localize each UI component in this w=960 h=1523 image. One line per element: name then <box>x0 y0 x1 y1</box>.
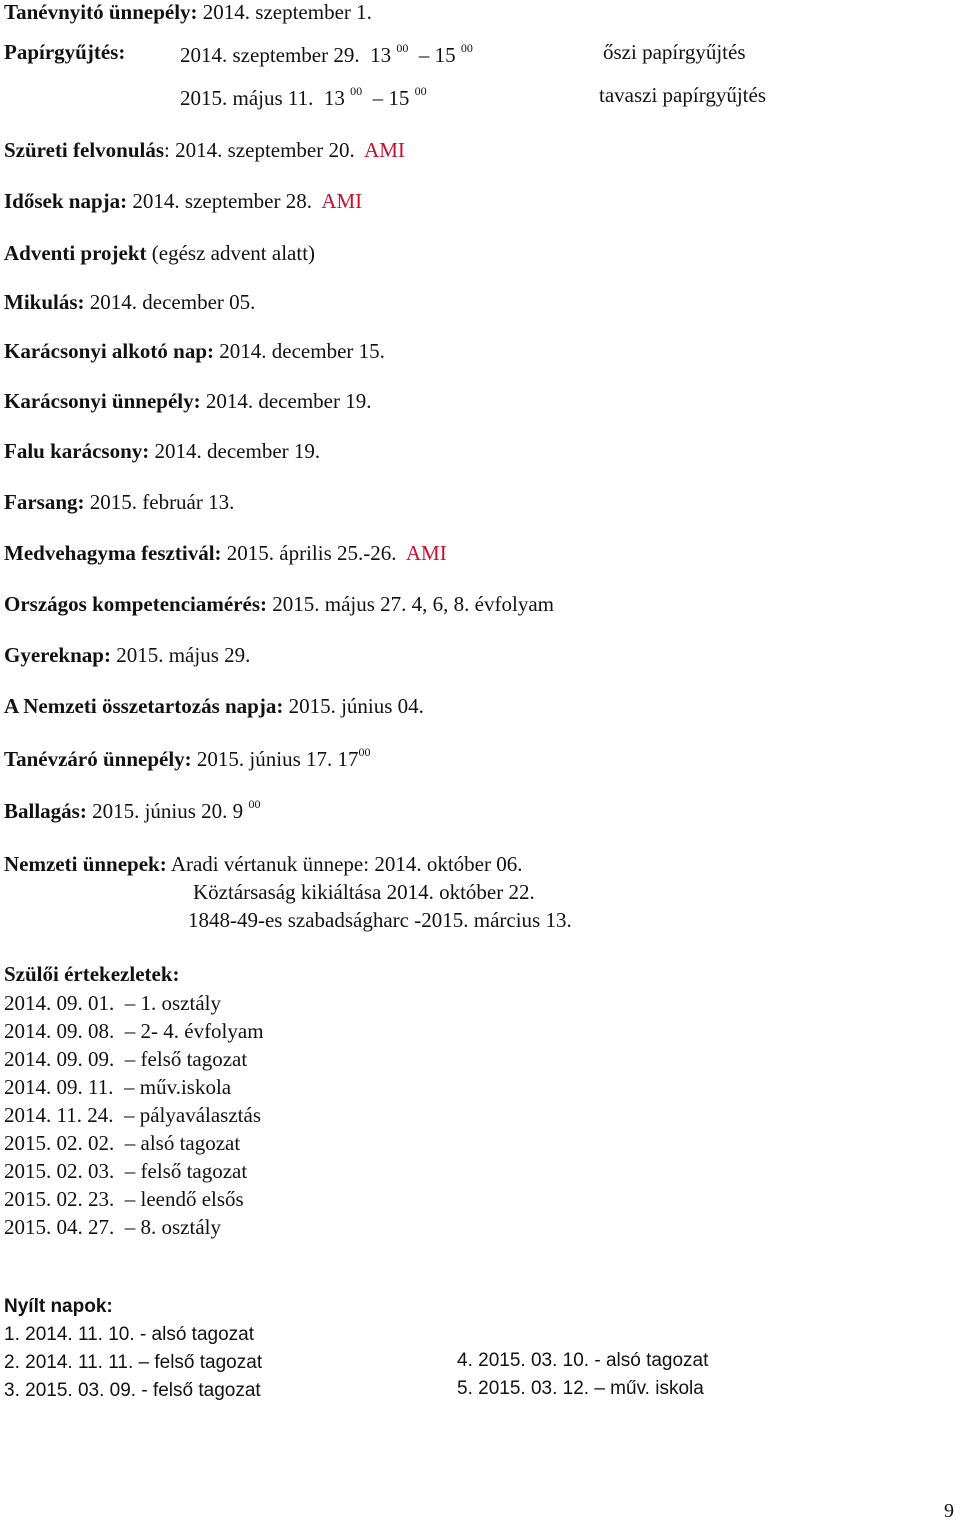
papirgyujtes-label: Papírgyűjtés: <box>4 40 126 64</box>
szuloi-item-date: 2015. 02. 23. <box>4 1187 115 1211</box>
szuloi-item-text: 8. osztály <box>140 1215 221 1239</box>
papirgyujtes-row1-note: őszi papírgyűjtés <box>603 40 746 64</box>
adventi-label: Adventi projekt <box>4 241 147 265</box>
papirgyujtes-row1-dash: – <box>418 43 430 67</box>
papirgyujtes-row2 <box>180 85 427 109</box>
mikulas-value: 2014. december 05. <box>84 290 256 314</box>
szuloi-item <box>4 1021 264 1042</box>
idosek-line <box>4 191 362 212</box>
nyilt-left-2: 3. 2015. 03. 09. - felső tagozat <box>4 1380 261 1401</box>
tanevnyito-line <box>4 2 372 23</box>
nemzeti-unnepek-item-1: Köztársaság kikiáltása 2014. október 22. <box>193 880 535 904</box>
szuloi-item-date: 2014. 09. 08. <box>4 1019 115 1043</box>
adventi-value: (egész advent alatt) <box>146 241 316 265</box>
tanevzaro-value: 2015. június 17. 17 <box>191 747 359 771</box>
szuloi-item-dash: – <box>124 1187 136 1211</box>
szuloi-item <box>4 1105 261 1126</box>
szuloi-item-dash: – <box>124 1047 136 1071</box>
adventi-line <box>4 243 315 264</box>
szuloi-item-date: 2015. 02. 03. <box>4 1159 115 1183</box>
nyilt-right-1: 5. 2015. 03. 12. – műv. iskola <box>457 1378 704 1399</box>
papirgyujtes-row1 <box>180 42 473 66</box>
szureti-ami: AMI <box>364 138 405 162</box>
nemzeti-ossz-value: 2015. június 04. <box>283 694 424 718</box>
szuloi-item-dash: – <box>124 1215 136 1239</box>
medvehagyma-line <box>4 543 447 564</box>
idosek-value: 2014. szeptember 28. <box>127 189 312 213</box>
tanevnyito-value: 2014. szeptember 1. <box>197 0 372 24</box>
falu-label: Falu karácsony: <box>4 439 150 463</box>
szuloi-item-date: 2014. 09. 09. <box>4 1047 115 1071</box>
szuloi-item-text: alsó tagozat <box>140 1131 241 1155</box>
page-number: 9 <box>944 1500 954 1522</box>
szuloi-item-text: 1. osztály <box>140 991 221 1015</box>
papirgyujtes-row1-t2: 15 <box>434 43 456 67</box>
szuloi-item-text: 2- 4. évfolyam <box>140 1019 264 1043</box>
szuloi-item <box>4 1049 247 1070</box>
nyilt-left-1: 2. 2014. 11. 11. – felső tagozat <box>4 1352 263 1373</box>
szuloi-item-text: felső tagozat <box>140 1047 248 1071</box>
tanevnyito-label: Tanévnyitó ünnepély: <box>4 0 198 24</box>
falu-line <box>4 441 320 462</box>
szuloi-label: Szülői értekezletek: <box>4 962 180 986</box>
ballagas-label: Ballagás: <box>4 799 87 823</box>
papirgyujtes-row2-dash: – <box>372 86 384 110</box>
kompetencia-label: Országos kompetenciamérés: <box>4 592 268 616</box>
nemzeti-unnepek-label: Nemzeti ünnepek: <box>4 852 167 876</box>
papirgyujtes-row2-note: tavaszi papírgyűjtés <box>599 83 766 107</box>
szuloi-item-text: felső tagozat <box>140 1159 248 1183</box>
ballagas-sup: 00 <box>248 797 261 811</box>
medvehagyma-value: 2015. április 25.-26. <box>221 541 397 565</box>
farsang-line <box>4 492 234 513</box>
alkoto-label: Karácsonyi alkotó nap: <box>4 339 215 363</box>
medvehagyma-ami: AMI <box>405 541 447 565</box>
szuloi-item-dash: – <box>123 1103 135 1127</box>
szuloi-item-date: 2015. 02. 02. <box>4 1131 115 1155</box>
medvehagyma-label: Medvehagyma fesztivál: <box>4 541 222 565</box>
nyilt-left-0: 1. 2014. 11. 10. - alsó tagozat <box>4 1324 254 1345</box>
szuloi-item-date: 2014. 11. 24. <box>4 1103 114 1127</box>
nemzeti-unnepek-item-2: 1848-49-es szabadságharc -2015. március 13. <box>188 908 572 932</box>
nyilt-label: Nyílt napok: <box>4 1296 113 1317</box>
nemzeti-unnepek-line <box>4 854 522 875</box>
tanevzaro-label: Tanévzáró ünnepély: <box>4 747 192 771</box>
karacsonyi-unnepely-line <box>4 391 371 412</box>
idosek-label: Idősek napja: <box>4 189 128 213</box>
szuloi-item-dash: – <box>124 1159 136 1183</box>
szuloi-item-dash: – <box>124 1131 136 1155</box>
farsang-value: 2015. február 13. <box>84 490 235 514</box>
karacsonyi-unnepely-value: 2014. december 19. <box>200 389 372 413</box>
papirgyujtes-row2-t2: 15 <box>388 86 410 110</box>
kompetencia-value: 2015. május 27. 4, 6, 8. évfolyam <box>267 592 554 616</box>
tanevzaro-sup: 00 <box>358 745 371 759</box>
szuloi-item-date: 2015. 04. 27. <box>4 1215 115 1239</box>
szuloi-item-date: 2014. 09. 11. <box>4 1075 114 1099</box>
ballagas-line <box>4 798 260 822</box>
szuloi-item <box>4 1133 240 1154</box>
szuloi-item-dash: – <box>124 991 136 1015</box>
falu-value: 2014. december 19. <box>149 439 321 463</box>
tanevzaro-line <box>4 746 371 770</box>
nemzeti-unnepek-item-0: Aradi vértanuk ünnepe: 2014. október 06. <box>166 852 523 876</box>
szuloi-item-date: 2014. 09. 01. <box>4 991 115 1015</box>
papirgyujtes-row1-t1: 13 <box>370 43 392 67</box>
szuloi-item <box>4 1077 231 1098</box>
szuloi-item <box>4 993 221 1014</box>
gyereknap-line <box>4 645 250 666</box>
nemzeti-ossz-line <box>4 696 424 717</box>
szuloi-item-dash: – <box>123 1075 135 1099</box>
szuloi-item-text: pályaválasztás <box>139 1103 262 1127</box>
farsang-label: Farsang: <box>4 490 85 514</box>
papirgyujtes-row1-s2: 00 <box>460 41 473 55</box>
szuloi-item <box>4 1161 247 1182</box>
szureti-line <box>4 140 405 161</box>
nyilt-right-0: 4. 2015. 03. 10. - alsó tagozat <box>457 1350 709 1371</box>
nemzeti-ossz-label: A Nemzeti összetartozás napja: <box>4 694 284 718</box>
papirgyujtes-row1-s1: 00 <box>396 41 409 55</box>
alkoto-value: 2014. december 15. <box>214 339 385 363</box>
gyereknap-value: 2015. május 29. <box>110 643 251 667</box>
szureti-label: Szüreti felvonulás <box>4 138 165 162</box>
papirgyujtes-row1-date: 2014. szeptember 29. <box>180 43 360 67</box>
alkoto-line <box>4 341 385 362</box>
kompetencia-line <box>4 594 554 615</box>
mikulas-line <box>4 292 255 313</box>
szuloi-item-dash: – <box>124 1019 136 1043</box>
szuloi-item <box>4 1189 244 1210</box>
gyereknap-label: Gyereknap: <box>4 643 111 667</box>
papirgyujtes-row2-s2: 00 <box>414 84 427 98</box>
szuloi-item-text: műv.iskola <box>139 1075 232 1099</box>
karacsonyi-unnepely-label: Karácsonyi ünnepély: <box>4 389 201 413</box>
szuloi-item-text: leendő elsős <box>140 1187 244 1211</box>
papirgyujtes-row2-s1: 00 <box>350 84 363 98</box>
idosek-ami: AMI <box>321 189 363 213</box>
szuloi-item <box>4 1217 221 1238</box>
papirgyujtes-row2-t1: 13 <box>323 86 345 110</box>
mikulas-label: Mikulás: <box>4 290 85 314</box>
szureti-value: : 2014. szeptember 20. <box>164 138 355 162</box>
ballagas-value: 2015. június 20. 9 <box>86 799 244 823</box>
papirgyujtes-row2-date: 2015. május 11. <box>180 86 314 110</box>
